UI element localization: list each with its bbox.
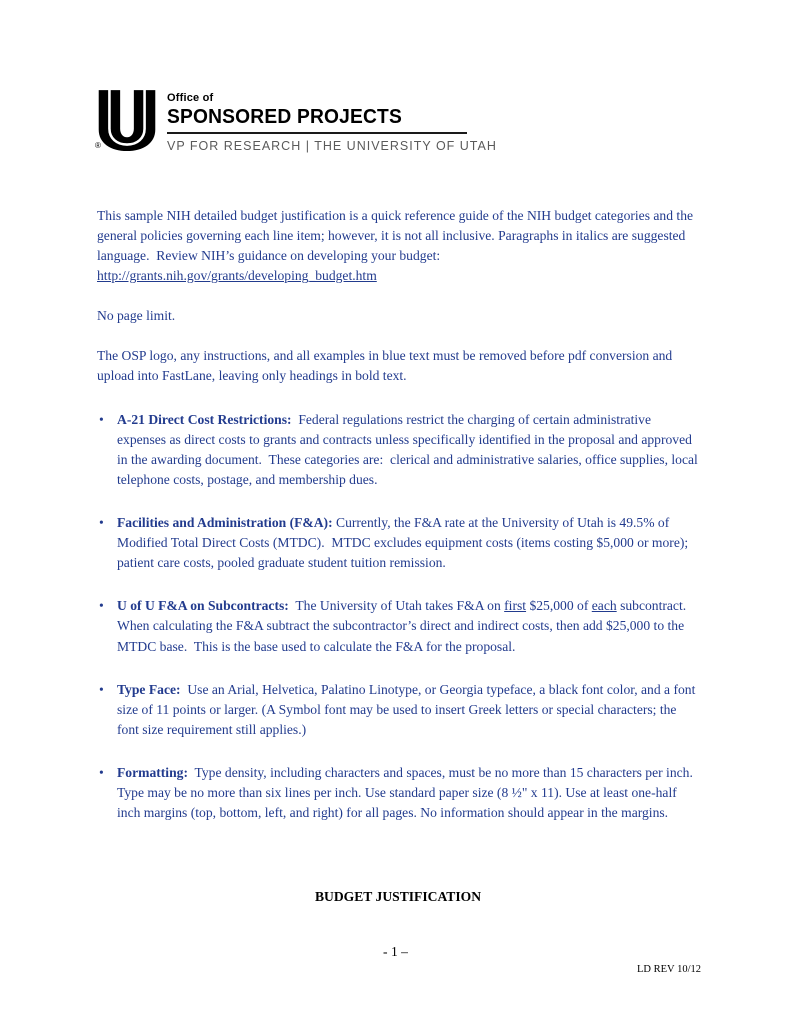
logo-subtitle: VP FOR RESEARCH | THE UNIVERSITY OF UTAH: [167, 139, 497, 154]
bullet-text: [117, 763, 699, 823]
logo-divider: [167, 132, 467, 134]
bullet-body: The University of Utah takes F&A on: [288, 598, 505, 614]
bullet-icon: •: [99, 598, 104, 614]
bullet-body: Use an Arial, Helvetica, Palatino Linotype, or Georgia typeface, a black font color, and a font size of 11 points or larger. (A Symbol font may be used to insert Greek letters or special characters; the font size requirement still applies.): [117, 681, 699, 737]
osp-logo: [97, 88, 699, 156]
bullet-fa-subcontracts: [97, 596, 699, 656]
bullet-text: [117, 513, 699, 573]
bullet-label: Type Face:: [117, 681, 181, 697]
bullet-body: Type density, including characters and spaces, must be no more than 15 characters per inch. Type may be no more than six lines per inch. Use standard paper size (8 ½" x 11). Use at least one-half inch margins (top, bottom, left, and right) for all pages. No information should appear in the margins.: [117, 764, 697, 821]
bullet-body: $25,000 of: [526, 598, 592, 614]
bullet-text: [117, 680, 699, 740]
bullet-label: Formatting:: [117, 764, 188, 780]
intro-text: This sample NIH detailed budget justification is a quick reference guide of the NIH budget categories and the general policies governing each line item; however, it is not all inclusive. Paragraphs in italics are suggested language. Review NIH’s guidance on developing your budget:: [97, 207, 697, 263]
budget-guidance-link[interactable]: http://grants.nih.gov/grants/developing_budget.htm: [97, 268, 377, 284]
bullet-formatting: [97, 763, 699, 823]
bullet-icon: •: [99, 411, 104, 427]
bullet-icon: •: [99, 681, 104, 697]
revision-label: LD REV 10/12: [637, 964, 701, 976]
page-number: - 1 –: [383, 943, 408, 959]
bullet-label: U of U F&A on Subcontracts:: [117, 598, 289, 614]
university-of-utah-block-u-icon: [97, 88, 157, 154]
bullet-a21-direct-cost: [97, 410, 702, 490]
bullet-label: A-21 Direct Cost Restrictions:: [117, 411, 292, 427]
budget-justification-heading: BUDGET JUSTIFICATION: [314, 889, 482, 905]
bullet-icon: •: [99, 764, 104, 780]
bullet-label: Facilities and Administration (F&A):: [117, 514, 333, 530]
bullet-icon: •: [99, 514, 104, 530]
bullet-body: subcontract. When calculating the F&A subtract the subcontractor’s direct and indirect costs, then add $25,000 to the MTDC base. This is the base used to calculate the F&A for the proposal.: [117, 598, 693, 654]
underlined-word-first: first: [504, 598, 527, 614]
bullet-text: [117, 410, 702, 490]
underlined-word-each: each: [591, 598, 617, 614]
bullet-body: Federal regulations restrict the charging of certain administrative expenses as direct costs to grants and contracts unless specifically identified in the proposal and approved in the awarding document. These categories are: clerical and administrative salaries, office supplies, local telephone costs, postage, and membership dues.: [117, 411, 702, 487]
bullet-facilities-administration: [97, 513, 699, 573]
bullet-type-face: [97, 680, 699, 740]
policy-bullet-list: [97, 410, 702, 824]
osp-removal-note-paragraph: The OSP logo, any instructions, and all examples in blue text must be removed before pdf conversion and upload into FastLane, leaving only headings in bold text.: [97, 348, 676, 384]
logo-title: SPONSORED PROJECTS: [167, 106, 402, 129]
logo-office-of: Office of: [167, 92, 214, 104]
bullet-text: [117, 596, 699, 656]
logo-text-block: [167, 88, 497, 156]
bullet-body: Currently, the F&A rate at the University of Utah is 49.5% of Modified Total Direct Costs (MTDC). MTDC excludes equipment costs (items costing $5,000 or more); patient care costs, pooled graduate student tuition remission.: [117, 514, 692, 571]
registered-trademark-symbol: ®: [95, 141, 101, 151]
no-page-limit-paragraph: No page limit.: [97, 308, 176, 324]
intro-paragraph: [97, 206, 699, 286]
